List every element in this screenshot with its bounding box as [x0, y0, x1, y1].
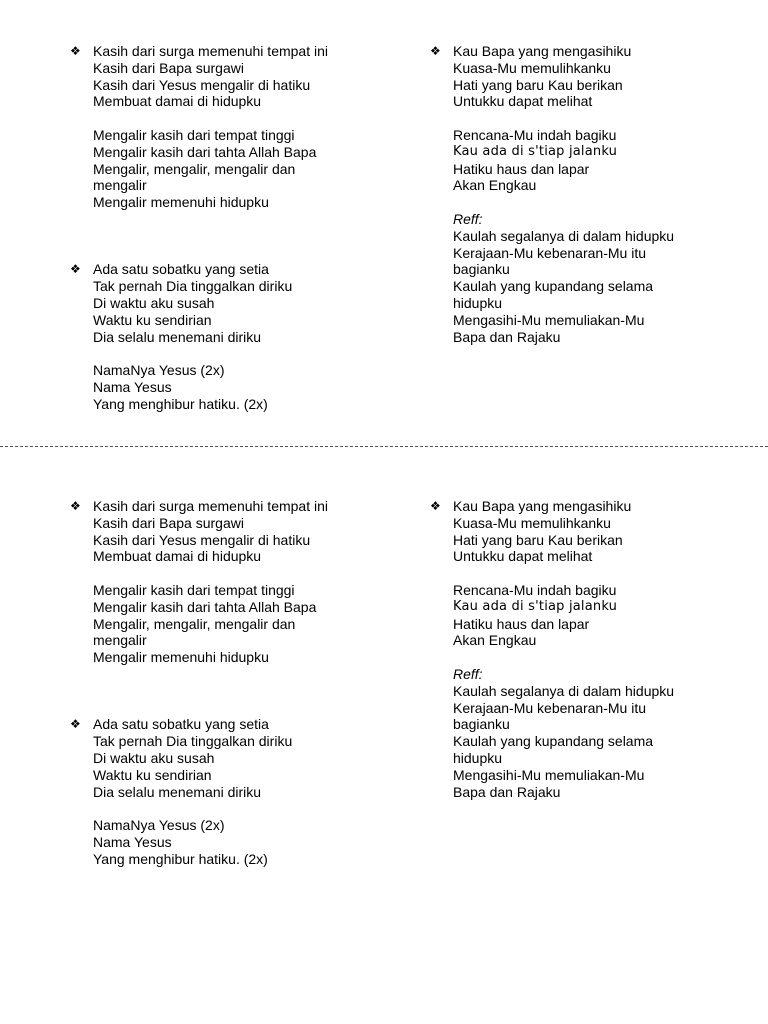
kasih-verse: [70, 498, 370, 565]
lyric-line: Kasih dari surga memenuhi tempat ini: [93, 43, 329, 59]
lyric-line: Mengalir kasih dari tempat tinggi: [93, 126, 295, 143]
lyric-line: Kaulah segalanya di dalam hidupku: [453, 682, 675, 699]
lyric-line: Ada satu sobatku yang setia: [93, 261, 269, 278]
bapa-verse-2: [430, 582, 730, 649]
diamond-bullet-icon: ❖: [430, 44, 441, 58]
lyric-line: Mengasihi-Mu memuliakan-Mu: [453, 766, 645, 783]
sobat-verse: [70, 716, 370, 800]
lyric-line: Kau Bapa yang mengasihiku: [453, 498, 632, 514]
sobat-verse: [70, 261, 370, 345]
sobat-chorus: [70, 362, 370, 412]
lyric-line: Akan Engkau: [453, 632, 537, 649]
lyric-line: Waktu ku sendirian: [93, 311, 212, 328]
lyric-line: Nama Yesus: [93, 833, 172, 850]
sobat-chorus: [70, 817, 370, 867]
diamond-bullet-icon: ❖: [70, 262, 81, 277]
diamond-bullet-icon: ❖: [70, 499, 81, 513]
bapa-verse: [430, 498, 730, 565]
diamond-bullet-icon: ❖: [70, 717, 81, 732]
lyric-line: Hatiku haus dan lapar: [453, 615, 590, 632]
lyric-line: Mengalir, mengalir, mengalir dan mengalir: [93, 160, 296, 194]
lyric-line: Kau ada di s'tiap jalanku: [453, 143, 618, 159]
lyric-line: Bapa dan Rajaku: [453, 783, 561, 800]
reff-label: Reff:: [453, 210, 483, 227]
lyric-line: Tak pernah Dia tinggalkan diriku: [93, 733, 293, 750]
lyric-line: Hati yang baru Kau berikan: [453, 531, 623, 548]
lyric-line: Kasih dari Yesus mengalir di hatiku: [93, 531, 311, 548]
kasih-verse: [70, 43, 370, 110]
lyric-line: Kasih dari Yesus mengalir di hatiku: [93, 76, 311, 93]
lyric-line: Mengalir kasih dari tahta Allah Bapa: [93, 598, 317, 615]
lyric-line: Kuasa-Mu memulihkanku: [453, 59, 611, 76]
lyric-line: Hati yang baru Kau berikan: [453, 76, 623, 93]
lyric-line: Kau Bapa yang mengasihiku: [453, 43, 632, 59]
lyric-line: Mengalir kasih dari tahta Allah Bapa: [93, 143, 317, 160]
lyric-line: Rencana-Mu indah bagiku: [453, 126, 617, 143]
lyric-line: Rencana-Mu indah bagiku: [453, 581, 617, 598]
lyric-line: Kau ada di s'tiap jalanku: [453, 598, 618, 614]
lyric-line: Kasih dari surga memenuhi tempat ini: [93, 498, 329, 514]
lyric-line: Di waktu aku susah: [93, 294, 215, 311]
lyric-line: Kaulah segalanya di dalam hidupku: [453, 227, 675, 244]
lyric-line: Kaulah yang kupandang selama hidupku: [453, 278, 654, 311]
diamond-bullet-icon: ❖: [430, 499, 441, 513]
lyric-line: Di waktu aku susah: [93, 749, 215, 766]
lyric-line: Kuasa-Mu memulihkanku: [453, 514, 611, 531]
lyric-line: Ada satu sobatku yang setia: [93, 716, 269, 733]
diamond-bullet-icon: ❖: [70, 44, 81, 58]
lyric-line: Dia selalu menemani diriku: [93, 783, 262, 800]
bapa-verse: [430, 43, 730, 110]
lyric-line: Kaulah yang kupandang selama hidupku: [453, 733, 654, 766]
kasih-chorus: [70, 127, 370, 211]
right-column: [430, 498, 730, 817]
lyric-line: Mengasihi-Mu memuliakan-Mu: [453, 311, 645, 328]
kasih-chorus: [70, 582, 370, 666]
lyric-line: Kerajaan-Mu kebenaran-Mu itu bagianku: [453, 244, 646, 278]
lyric-line: Mengalir memenuhi hidupku: [93, 649, 269, 666]
lyric-line: Waktu ku sendirian: [93, 766, 212, 783]
right-column: [430, 43, 730, 362]
lyric-line: Yang menghibur hatiku. (2x): [93, 395, 268, 412]
lyric-line: Kasih dari Bapa surgawi: [93, 514, 244, 531]
cut-line-divider: [0, 446, 768, 447]
lyric-line: Yang menghibur hatiku. (2x): [93, 850, 268, 867]
lyric-line: Dia selalu menemani diriku: [93, 328, 262, 345]
lyric-line: Mengalir memenuhi hidupku: [93, 194, 269, 211]
lyric-line: NamaNya Yesus (2x): [93, 362, 225, 379]
lyric-line: Akan Engkau: [453, 177, 537, 194]
left-column: [70, 43, 370, 429]
bapa-reff: [430, 211, 730, 345]
lyric-line: Hatiku haus dan lapar: [453, 160, 590, 177]
bapa-verse-2: [430, 127, 730, 194]
lyric-line: Membuat damai di hidupku: [93, 548, 262, 565]
lyric-line: Tak pernah Dia tinggalkan diriku: [93, 278, 293, 295]
lyric-line: Mengalir, mengalir, mengalir dan mengalir: [93, 615, 296, 649]
reff-label: Reff:: [453, 665, 483, 682]
lyric-line: Membuat damai di hidupku: [93, 93, 262, 110]
lyric-line: Kerajaan-Mu kebenaran-Mu itu bagianku: [453, 699, 646, 733]
lyric-line: Untukku dapat melihat: [453, 93, 593, 110]
song-sheet-top: [0, 0, 768, 420]
bapa-reff: [430, 666, 730, 800]
lyric-line: Mengalir kasih dari tempat tinggi: [93, 581, 295, 598]
lyric-line: Untukku dapat melihat: [453, 548, 593, 565]
left-column: [70, 498, 370, 884]
lyric-line: Bapa dan Rajaku: [453, 328, 561, 345]
lyric-line: NamaNya Yesus (2x): [93, 817, 225, 834]
song-sheet-bottom: [0, 455, 768, 875]
lyric-line: Nama Yesus: [93, 378, 172, 395]
lyric-line: Kasih dari Bapa surgawi: [93, 59, 244, 76]
